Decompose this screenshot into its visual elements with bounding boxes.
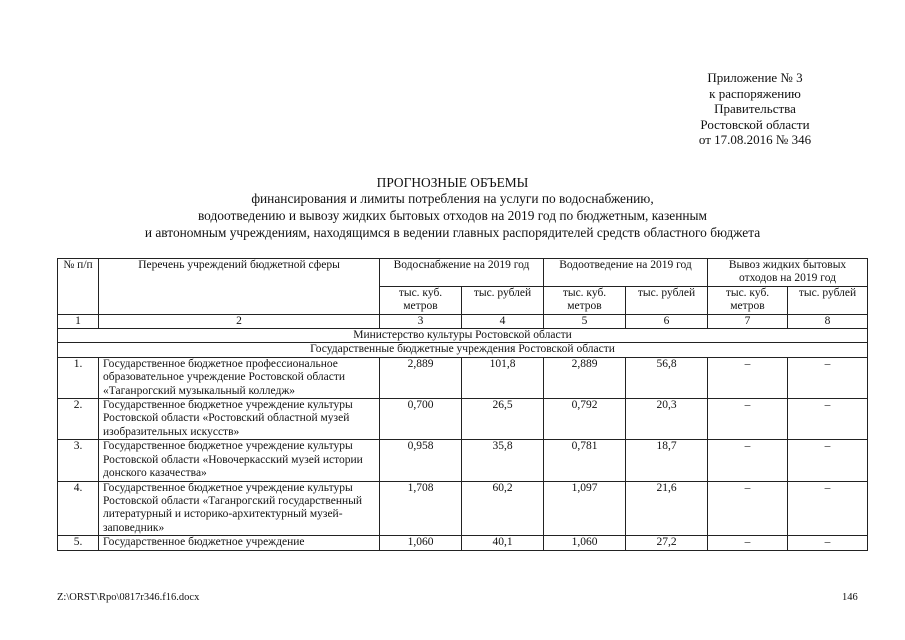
page-number: 146 xyxy=(842,592,858,603)
water-cost: 40,1 xyxy=(462,536,544,550)
unit-volume: тыс. куб. метров xyxy=(380,286,462,314)
col-number: 2 xyxy=(99,314,380,328)
waste-volume: – xyxy=(708,357,788,398)
table-row xyxy=(58,481,868,536)
document-subtitle xyxy=(40,190,865,241)
col-number: 3 xyxy=(380,314,462,328)
subtitle-line: финансирования и лимиты потребления на услуги по водоснабжению, xyxy=(251,191,654,206)
row-number: 2. xyxy=(58,399,99,440)
table-row xyxy=(58,399,868,440)
institution-name: Государственное бюджетное профессиональное образовательное учреждение Ростовской области «Таганрогский музыкальный колледж» xyxy=(99,357,380,398)
table-row xyxy=(58,357,868,398)
sewer-cost: 56,8 xyxy=(626,357,708,398)
sewer-cost: 27,2 xyxy=(626,536,708,550)
table-row xyxy=(58,536,868,550)
col-number: 7 xyxy=(708,314,788,328)
waste-cost: – xyxy=(788,357,868,398)
waste-volume: – xyxy=(708,481,788,536)
header-list: Перечень учреждений бюджетной сферы xyxy=(99,259,380,315)
sewer-volume: 1,060 xyxy=(544,536,626,550)
table-row xyxy=(58,440,868,481)
sewer-volume: 1,097 xyxy=(544,481,626,536)
appendix-line: Ростовской области xyxy=(700,116,810,132)
waste-cost: – xyxy=(788,536,868,550)
institution-name: Государственное бюджетное учреждение xyxy=(99,536,380,550)
water-cost: 35,8 xyxy=(462,440,544,481)
col-number: 1 xyxy=(58,314,99,328)
unit-volume: тыс. куб. метров xyxy=(708,286,788,314)
section-heading: Министерство культуры Ростовской области xyxy=(58,329,868,343)
waste-volume: – xyxy=(708,536,788,550)
subsection-heading: Государственные бюджетные учреждения Ростовской области xyxy=(58,343,868,357)
waste-cost: – xyxy=(788,481,868,536)
appendix-line: Правительства xyxy=(714,101,796,117)
col-number: 4 xyxy=(462,314,544,328)
water-volume: 1,060 xyxy=(380,536,462,550)
document-title: ПРОГНОЗНЫЕ ОБЪЕМЫ xyxy=(376,175,529,190)
unit-money: тыс. рублей xyxy=(626,286,708,314)
row-number: 5. xyxy=(58,536,99,550)
header-sewer: Водоотведение на 2019 год xyxy=(544,259,708,287)
header-num: № п/п xyxy=(58,259,99,315)
water-cost: 60,2 xyxy=(462,481,544,536)
appendix-line: от 17.08.2016 № 346 xyxy=(698,132,812,148)
water-volume: 2,889 xyxy=(380,357,462,398)
sewer-volume: 0,781 xyxy=(544,440,626,481)
appendix-line: к распоряжению xyxy=(709,85,801,101)
unit-volume: тыс. куб. метров xyxy=(544,286,626,314)
waste-cost: – xyxy=(788,440,868,481)
file-path: Z:\ORST\Rpo\0817r346.f16.docx xyxy=(57,592,200,603)
waste-volume: – xyxy=(708,399,788,440)
header-waste: Вывоз жидких бытовых отходов на 2019 год xyxy=(708,259,868,287)
budget-table xyxy=(57,258,868,551)
sewer-cost: 20,3 xyxy=(626,399,708,440)
institution-name: Государственное бюджетное учреждение культуры Ростовской области «Таганрогский государственный литературный и историко-архитектурный музей-заповедник» xyxy=(99,481,380,536)
institution-name: Государственное бюджетное учреждение культуры Ростовской области «Ростовский областной музей изобразительных искусств» xyxy=(99,399,380,440)
col-number: 6 xyxy=(626,314,708,328)
water-volume: 0,700 xyxy=(380,399,462,440)
subtitle-line: и автономным учреждениям, находящимся в ведении главных распорядителей средств областного бюджета xyxy=(144,225,761,240)
water-volume: 0,958 xyxy=(380,440,462,481)
unit-money: тыс. рублей xyxy=(788,286,868,314)
col-number: 8 xyxy=(788,314,868,328)
sewer-volume: 0,792 xyxy=(544,399,626,440)
col-number: 5 xyxy=(544,314,626,328)
row-number: 4. xyxy=(58,481,99,536)
sewer-volume: 2,889 xyxy=(544,357,626,398)
water-volume: 1,708 xyxy=(380,481,462,536)
appendix-line: Приложение № 3 xyxy=(707,70,803,85)
sewer-cost: 21,6 xyxy=(626,481,708,536)
appendix-block xyxy=(640,70,870,148)
institution-name: Государственное бюджетное учреждение культуры Ростовской области «Новочеркасский музей истории донского казачества» xyxy=(99,440,380,481)
waste-cost: – xyxy=(788,399,868,440)
row-number: 3. xyxy=(58,440,99,481)
waste-volume: – xyxy=(708,440,788,481)
unit-money: тыс. рублей xyxy=(462,286,544,314)
row-number: 1. xyxy=(58,357,99,398)
water-cost: 26,5 xyxy=(462,399,544,440)
subtitle-line: водоотведению и вывозу жидких бытовых отходов на 2019 год по бюджетным, казенным xyxy=(197,208,708,223)
header-water: Водоснабжение на 2019 год xyxy=(380,259,544,287)
water-cost: 101,8 xyxy=(462,357,544,398)
sewer-cost: 18,7 xyxy=(626,440,708,481)
